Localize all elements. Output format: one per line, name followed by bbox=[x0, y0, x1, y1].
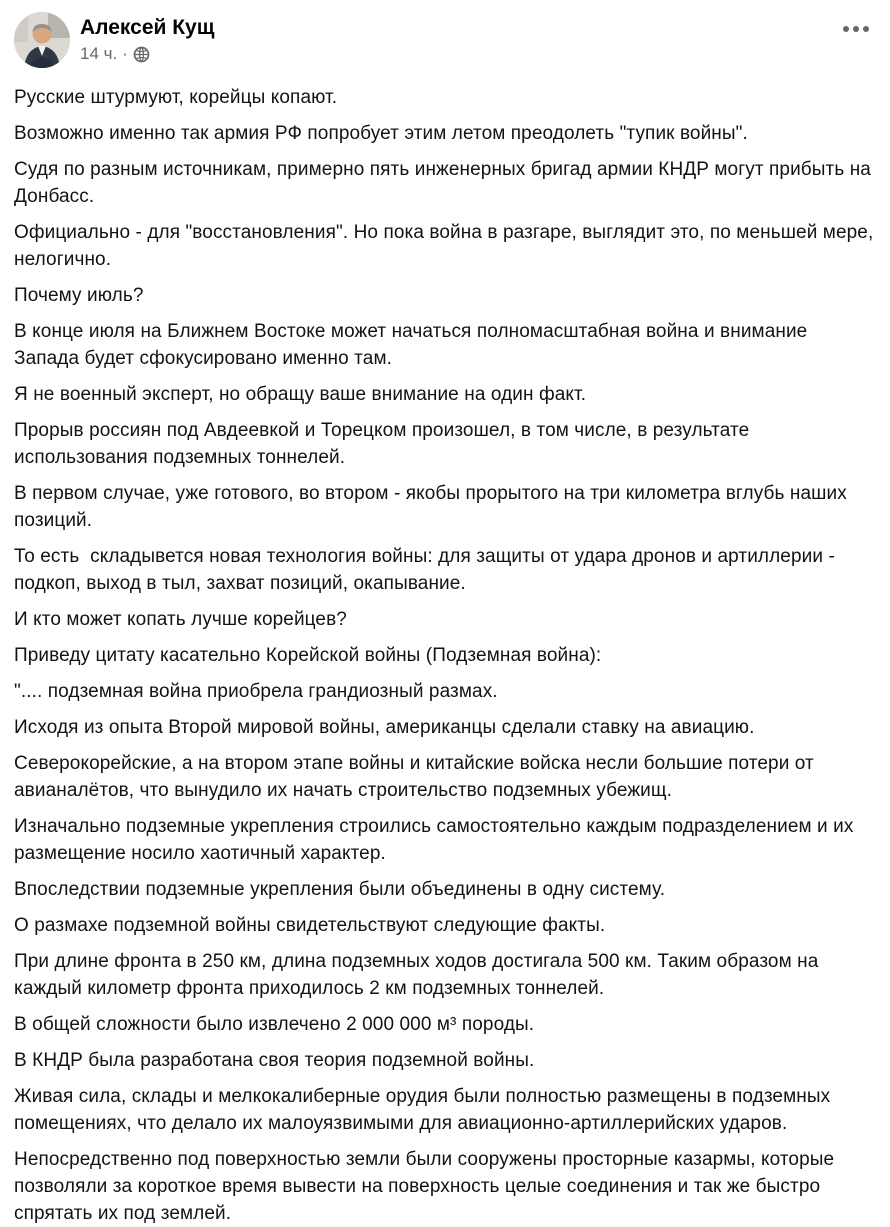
post-paragraph: О размахе подземной войны свидетельствуют следующие факты. bbox=[14, 915, 606, 936]
post-paragraph: Непосредственно под поверхностью земли были сооружены просторные казармы, которые позволяли за короткое время вывести на поверхность целые соединения и так же быстро спрятать их под землей. bbox=[14, 1149, 840, 1224]
post-paragraph: Судя по разным источникам, примерно пять инженерных бригад армии КНДР могут прибыть на Донбасс. bbox=[14, 159, 877, 207]
header-text bbox=[80, 12, 214, 64]
post-paragraph: Живая сила, склады и мелкокалиберные орудия были полностью размещены в подземных помещениях, что делало их малоуязвимыми для авиационно-артиллерийских ударов. bbox=[14, 1086, 836, 1134]
globe-public-icon bbox=[133, 46, 150, 63]
post-paragraph: То есть складывется новая технология войны: для защиты от удара дронов и артиллерии - подкоп, выход в тыл, захват позиций, окапывание. bbox=[14, 546, 841, 594]
avatar[interactable] bbox=[14, 12, 70, 68]
author-name[interactable]: Алексей Кущ bbox=[80, 16, 215, 39]
post-paragraph: ".... подземная война приобрела грандиозный размах. bbox=[14, 681, 498, 702]
post-paragraph: Я не военный эксперт, но обращу ваше внимание на один факт. bbox=[14, 384, 587, 405]
post-meta[interactable] bbox=[80, 44, 214, 64]
meta-separator: · bbox=[122, 44, 128, 63]
post-paragraph: Исходя из опыта Второй мировой войны, американцы сделали ставку на авиацию. bbox=[14, 717, 755, 738]
post-paragraph: Возможно именно так армия РФ попробует этим летом преодолеть "тупик войны". bbox=[14, 123, 748, 144]
post-paragraph: В общей сложности было извлечено 2 000 000 м³ породы. bbox=[14, 1014, 535, 1035]
avatar-photo bbox=[14, 12, 70, 68]
post-paragraph: Впоследствии подземные укрепления были объединены в одну систему. bbox=[14, 879, 666, 900]
post-text bbox=[0, 84, 890, 1227]
post-paragraph: Приведу цитату касательно Корейской войны (Подземная война): bbox=[14, 645, 602, 666]
post-paragraph: И кто может копать лучше корейцев? bbox=[14, 609, 347, 630]
three-dots-menu-icon bbox=[843, 26, 849, 32]
post-paragraph: Изначально подземные укрепления строились самостоятельно каждым подразделением и их размещение носило хаотичный характер. bbox=[14, 816, 859, 864]
post-paragraph: В первом случае, уже готового, во втором - якобы прорытого на три километра вглубь наших позиций. bbox=[14, 483, 853, 531]
post-paragraph: Северокорейские, а на втором этапе войны и китайские войска несли большие потери от авианалётов, что вынудило их начать строительство подземных убежищ. bbox=[14, 753, 820, 801]
post-paragraph: В конце июля на Ближнем Востоке может начаться полномасштабная война и внимание Запада будет сфокусировано именно там. bbox=[14, 321, 813, 369]
timestamp[interactable]: 14 ч. bbox=[80, 44, 118, 63]
post-paragraph: Русские штурмуют, корейцы копают. bbox=[14, 87, 338, 108]
more-button[interactable] bbox=[841, 20, 871, 38]
post-paragraph: Официально - для "восстановления". Но пока война в разгаре, выглядит это, по меньшей мере, нелогично. bbox=[14, 222, 879, 270]
post-header bbox=[0, 0, 890, 68]
post-paragraph: Прорыв россиян под Авдеевкой и Торецком произошел, в том числе, в результате использования подземных тоннелей. bbox=[14, 420, 755, 468]
post-paragraph: Почему июль? bbox=[14, 285, 144, 306]
post-paragraph: В КНДР была разработана своя теория подземной войны. bbox=[14, 1050, 535, 1071]
post-paragraph: При длине фронта в 250 км, длина подземных ходов достигала 500 км. Таким образом на каждый километр фронта приходилось 2 км подземных тоннелей. bbox=[14, 951, 824, 999]
